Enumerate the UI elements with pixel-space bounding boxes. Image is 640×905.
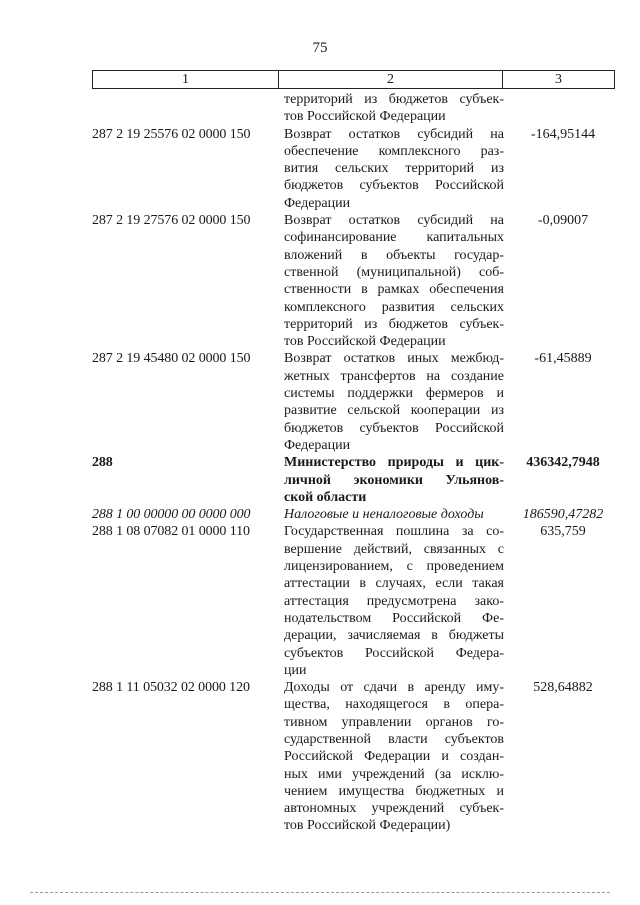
table-row (0, 91, 640, 126)
table-row (0, 126, 640, 212)
description-line: территорий из бюджетов субъек- (284, 92, 504, 107)
amount-value: -0,09007 (537, 213, 589, 229)
amount-value: -61,45889 (534, 351, 592, 367)
description-line: ственной (муниципальной) соб- (284, 264, 504, 280)
description-line: Возврат остатков иных межбюд- (284, 351, 504, 367)
amount-value: 436342,7948 (526, 455, 600, 471)
description-line: системы поддержки фермеров и (284, 386, 504, 402)
description-line: щества, находящегося в опера- (284, 697, 504, 713)
page-bottom-rule (30, 892, 610, 893)
income-description (282, 506, 504, 523)
table-row (0, 523, 640, 679)
description-line: Федерации (284, 195, 351, 211)
description-line: тов Российской Федерации) (284, 818, 451, 834)
description-line: Федерации (284, 437, 351, 453)
description-line: чением имущества бюджетных и (284, 783, 504, 799)
table-row (0, 506, 640, 523)
table-row (0, 679, 640, 835)
table-row (0, 350, 640, 454)
description-line: вития сельских территорий из (284, 161, 504, 177)
description-line: Возврат остатков субсидий на (284, 126, 504, 142)
description-line: ственности в рамках обеспечения (284, 282, 504, 298)
page-number: 75 (312, 40, 328, 56)
description-line: территорий из бюджетов субъек- (284, 316, 504, 332)
description-line: комплексного развития сельских (284, 299, 504, 315)
description-line: обеспечение комплексного раз- (284, 143, 504, 159)
description-line: жетных трансфертов на создание (284, 368, 504, 384)
amount-value (504, 91, 618, 126)
description-line: Доходы от сдачи в аренду иму- (284, 680, 504, 696)
description-line: аттестация предусмотрена зако- (284, 593, 504, 609)
budget-code: 288 1 00 00000 00 0000 000 (92, 507, 251, 523)
description-line: Государственная пошлина за со- (284, 524, 504, 540)
income-description (282, 350, 504, 454)
amount-value: 635,759 (540, 524, 586, 540)
description-line: развитие сельской кооперации из (284, 403, 504, 419)
column-header-3: 3 (503, 71, 615, 89)
column-header-table (92, 70, 615, 89)
description-line: личной экономики Ульянов- (284, 472, 504, 488)
budget-code: 288 (92, 455, 113, 471)
description-line: Российской Федерации и создан- (284, 749, 504, 765)
description-line: Налоговые и неналоговые доходы (284, 507, 484, 523)
amount-value: -164,95144 (530, 126, 596, 142)
income-description (282, 523, 504, 679)
income-description (282, 454, 504, 506)
description-line: бюджетов субъектов Российской (284, 178, 504, 194)
description-line: ных ими учреждений (за исклю- (284, 766, 504, 782)
description-line: тивном управлении органов го- (284, 714, 504, 730)
description-line: вершение действий, связанных с (284, 541, 504, 557)
description-line: тов Российской Федерации (284, 109, 446, 125)
column-header-row (93, 71, 615, 89)
income-description (282, 212, 504, 350)
budget-code: 287 2 19 27576 02 0000 150 (92, 213, 251, 229)
income-description (282, 679, 504, 835)
budget-code: 287 2 19 45480 02 0000 150 (92, 351, 251, 367)
column-header-2: 2 (279, 71, 503, 89)
description-line: ской области (284, 489, 367, 505)
description-line: вложений в объекты государ- (284, 247, 504, 263)
description-line: ции (284, 662, 307, 678)
description-line: аттестации в случаях, если такая (284, 576, 504, 592)
budget-code: 288 1 11 05032 02 0000 120 (92, 680, 250, 696)
description-line: сударственной власти субъектов (284, 731, 504, 747)
column-header-1: 1 (93, 71, 279, 89)
description-line: бюджетов субъектов Российской (284, 420, 504, 436)
description-line: лицензированием, с проведением (284, 559, 504, 575)
description-line: субъектов Российской Федера- (284, 645, 504, 661)
description-line: Возврат остатков субсидий на (284, 213, 504, 229)
budget-table-body (0, 91, 640, 835)
description-line: тов Российской Федерации (284, 334, 446, 350)
amount-value: 186590,47282 (522, 507, 604, 523)
description-line: нодательством Российской Фе- (284, 610, 504, 626)
budget-code: 287 2 19 25576 02 0000 150 (92, 126, 251, 142)
income-description (282, 91, 504, 126)
budget-code: 288 1 08 07082 01 0000 110 (92, 524, 250, 540)
budget-code (0, 91, 282, 126)
table-row (0, 454, 640, 506)
description-line: автономных учреждений субъек- (284, 801, 504, 817)
description-line: Министерство природы и цик- (284, 455, 504, 471)
table-row (0, 212, 640, 350)
amount-value: 528,64882 (533, 680, 593, 696)
description-line: софинансирование капитальных (284, 230, 504, 246)
description-line: дерации, зачисляемая в бюджеты (284, 628, 504, 644)
income-description (282, 126, 504, 212)
